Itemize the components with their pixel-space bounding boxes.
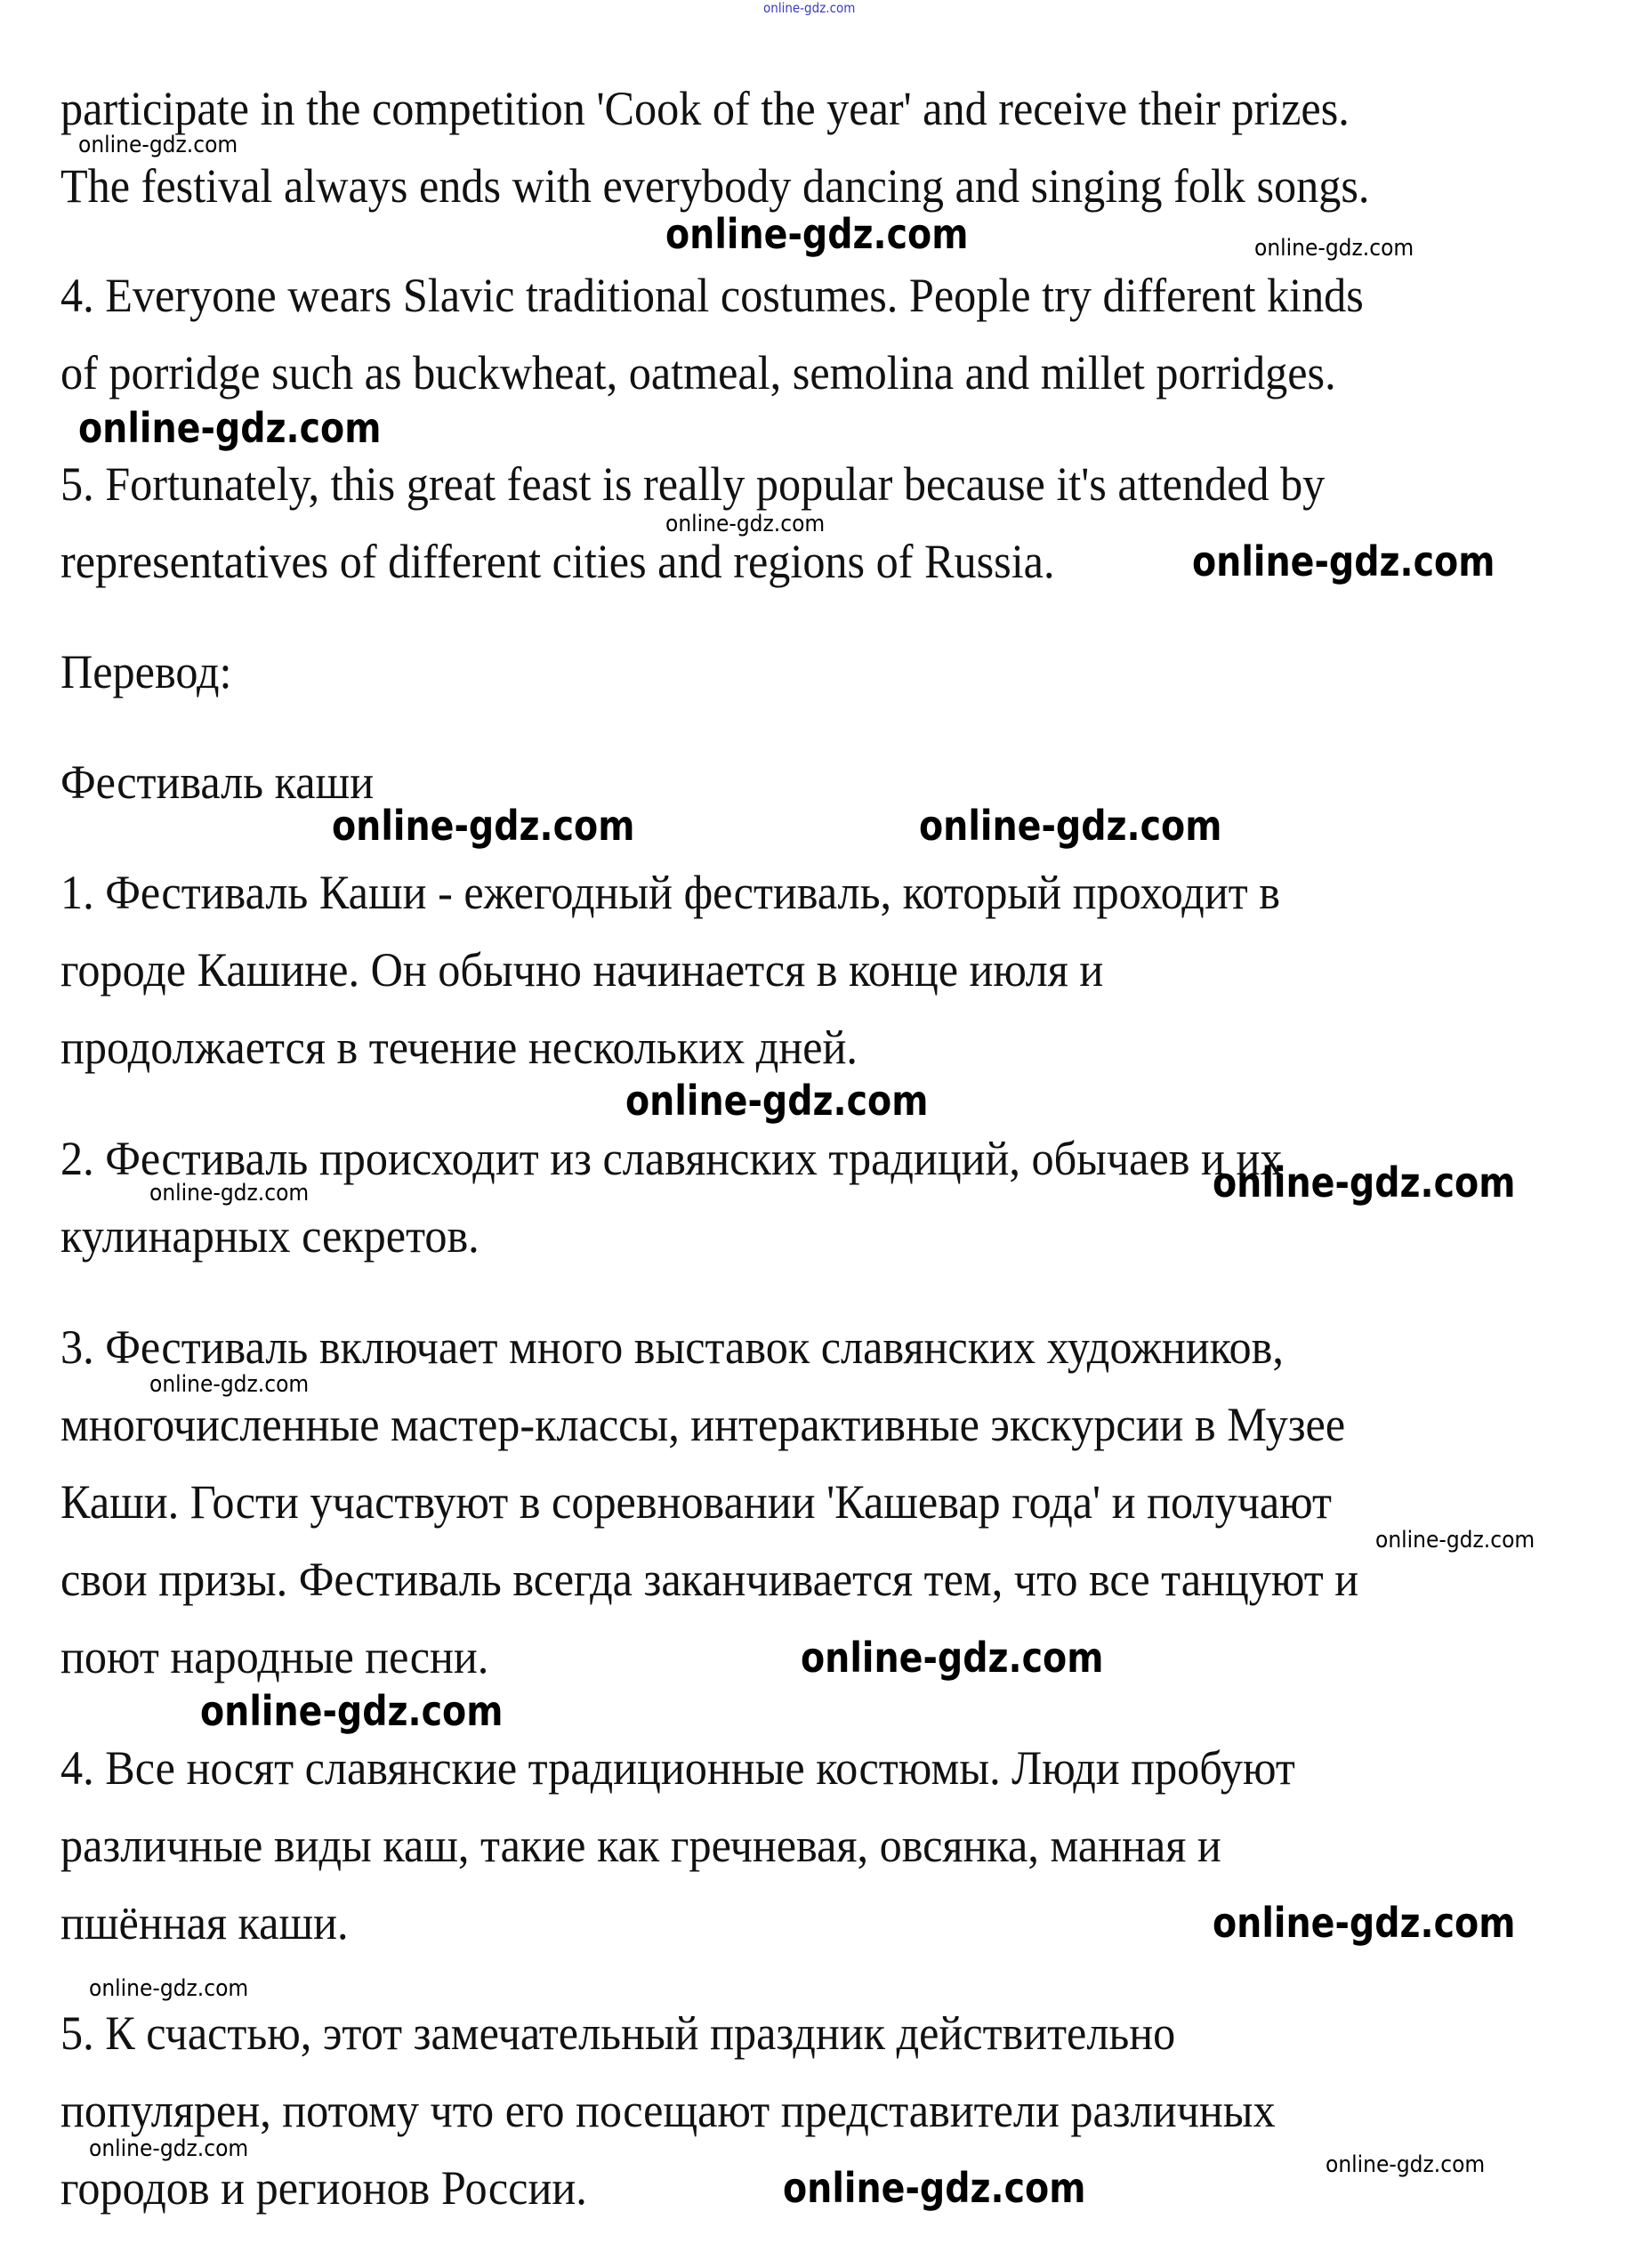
- watermark: online-gdz.com: [89, 2135, 249, 2162]
- watermark: online-gdz.com: [332, 802, 635, 850]
- watermark: online-gdz.com: [1375, 1527, 1535, 1554]
- watermark: online-gdz.com: [919, 802, 1222, 850]
- english-line: 4. Everyone wears Slavic traditional costumes. People try different kinds: [60, 269, 1364, 322]
- watermark: online-gdz.com: [801, 1634, 1104, 1682]
- english-line: 5. Fortunately, this great feast is really popular because it's attended by: [60, 457, 1326, 511]
- watermark: online-gdz.com: [1213, 1899, 1516, 1947]
- translation-line: различные виды каш, такие как гречневая, овсянка, манная и: [60, 1819, 1221, 1872]
- watermark: online-gdz.com: [78, 404, 382, 452]
- translation-line: 4. Все носят славянские традиционные костюмы. Люди пробуют: [60, 1741, 1295, 1795]
- english-line: of porridge such as buckwheat, oatmeal, semolina and millet porridges.: [60, 346, 1336, 400]
- translation-title: Фестиваль каши: [60, 755, 375, 809]
- translation-line: 5. К счастью, этот замечательный праздник действительно: [60, 2006, 1176, 2060]
- translation-line: городе Кашине. Он обычно начинается в конце июля и: [60, 943, 1104, 997]
- translation-line: 1. Фестиваль Каши - ежегодный фестиваль, который проходит в: [60, 866, 1280, 919]
- translation-line: многочисленные мастер-классы, интерактивные экскурсии в Музее: [60, 1398, 1346, 1451]
- english-line: participate in the competition 'Cook of the year' and receive their prizes.: [60, 82, 1350, 135]
- watermark: online-gdz.com: [665, 210, 969, 258]
- watermark: online-gdz.com: [200, 1687, 504, 1735]
- header-watermark: online-gdz.com: [763, 0, 856, 16]
- watermark: online-gdz.com: [149, 1371, 310, 1398]
- watermark: online-gdz.com: [783, 2164, 1086, 2212]
- translation-line: поют народные песни.: [60, 1630, 489, 1683]
- watermark: online-gdz.com: [1213, 1158, 1516, 1207]
- watermark: online-gdz.com: [149, 1180, 310, 1207]
- english-line: The festival always ends with everybody dancing and singing folk songs.: [60, 159, 1370, 213]
- translation-line: кулинарных секретов.: [60, 1209, 480, 1263]
- translation-line: 2. Фестиваль происходит из славянских традиций, обычаев и их: [60, 1132, 1283, 1185]
- translation-line: продолжается в течение нескольких дней.: [60, 1021, 858, 1074]
- translation-line: пшённая каши.: [60, 1896, 349, 1949]
- watermark: online-gdz.com: [665, 511, 826, 537]
- watermark: online-gdz.com: [625, 1077, 929, 1125]
- watermark: online-gdz.com: [89, 1975, 249, 2002]
- translation-label: Перевод:: [60, 645, 232, 698]
- translation-line: свои призы. Фестиваль всегда заканчивается тем, что все танцуют и: [60, 1553, 1359, 1606]
- watermark: online-gdz.com: [1192, 537, 1495, 585]
- translation-line: 3. Фестиваль включает много выставок славянских художников,: [60, 1320, 1284, 1374]
- watermark: online-gdz.com: [78, 132, 238, 158]
- translation-line: городов и регионов России.: [60, 2161, 587, 2215]
- watermark: online-gdz.com: [1254, 235, 1414, 262]
- translation-line: популярен, потому что его посещают представители различных: [60, 2084, 1276, 2137]
- translation-line: Каши. Гости участвуют в соревновании 'Кашевар года' и получают: [60, 1475, 1332, 1529]
- english-line: representatives of different cities and regions of Russia.: [60, 535, 1055, 588]
- watermark: online-gdz.com: [1326, 2151, 1486, 2178]
